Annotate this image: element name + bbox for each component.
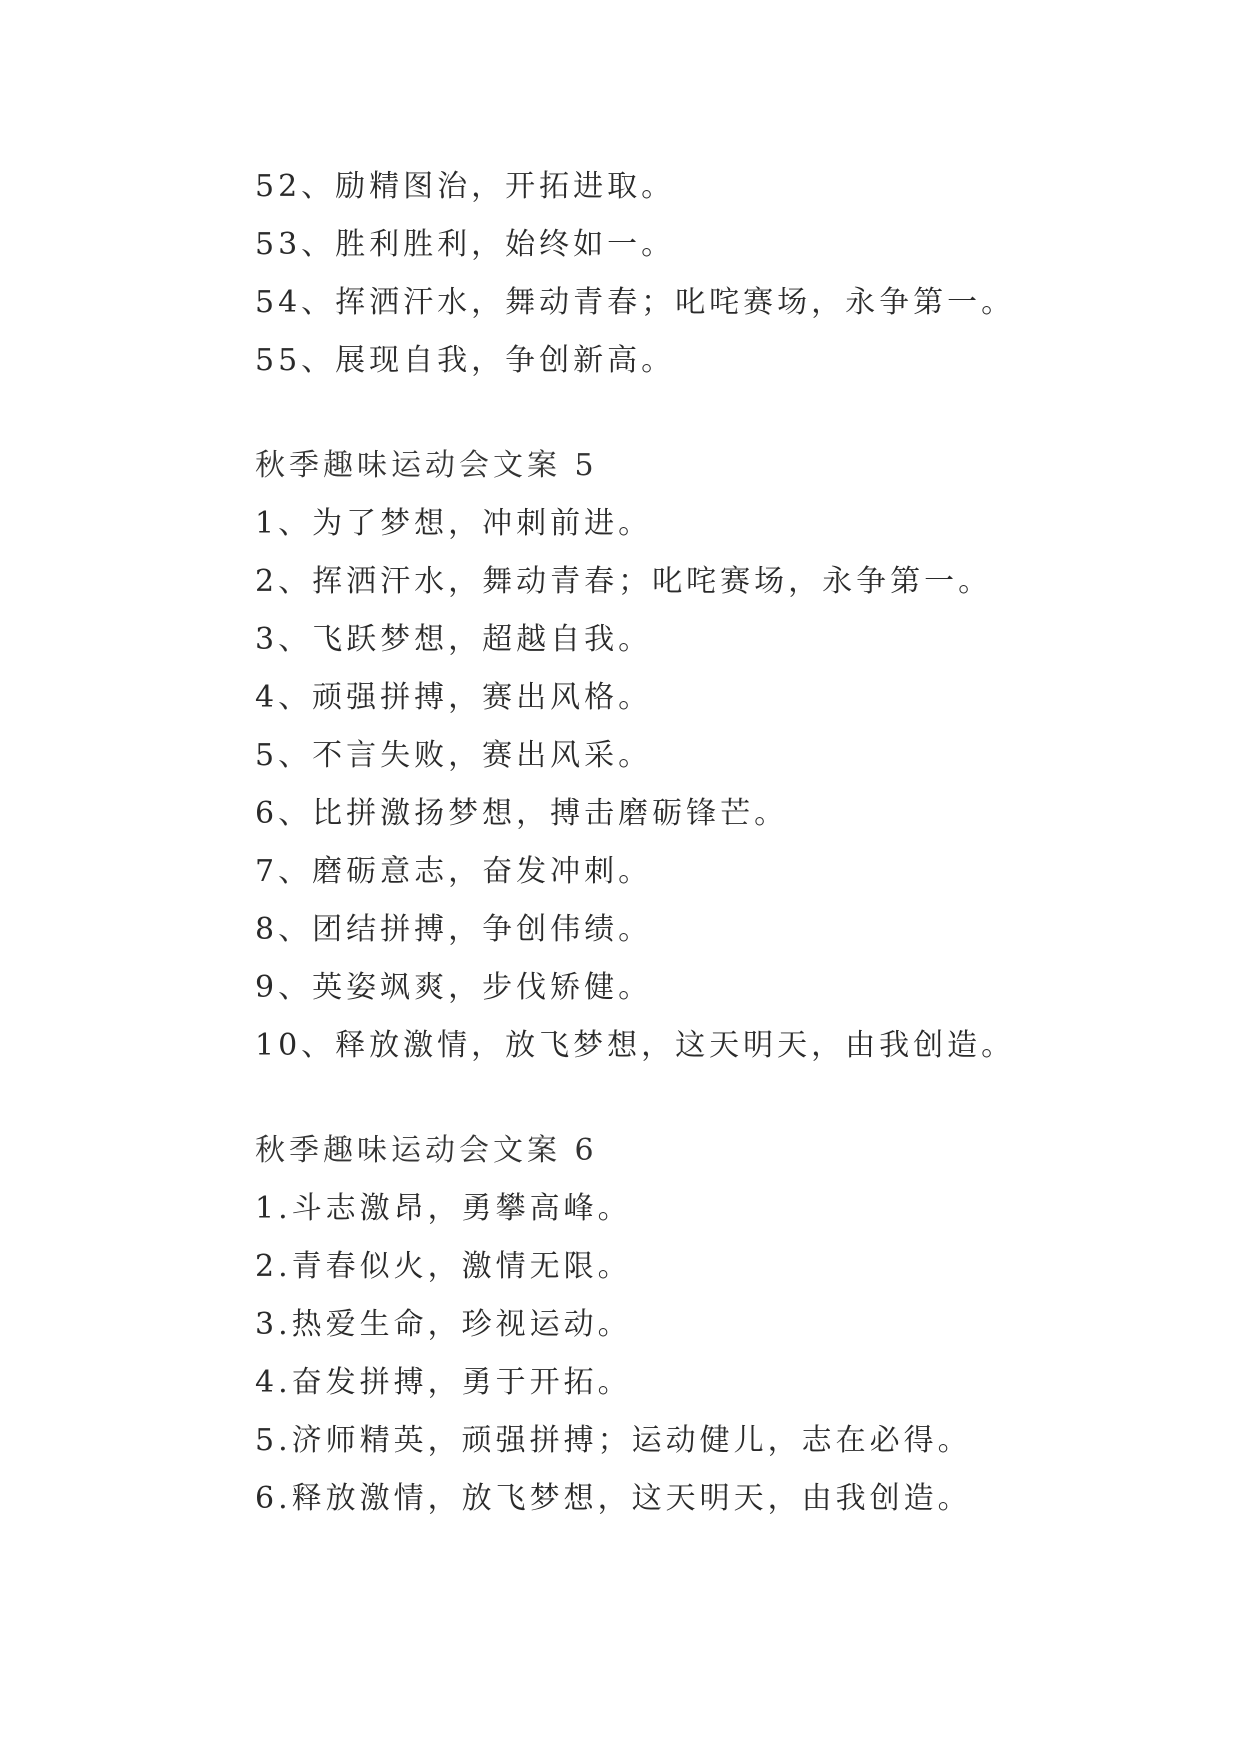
slogan-line: 5、不言失败，赛出风采。 <box>255 738 653 773</box>
slogan-line: 10、释放激情，放飞梦想，这天明天，由我创造。 <box>255 1028 1016 1063</box>
slogan-line: 6.释放激情，放飞梦想，这天明天，由我创造。 <box>255 1481 972 1516</box>
section-title: 秋季趣味运动会文案 6 <box>255 1133 598 1168</box>
slogan-line: 4.奋发拼搏，勇于开拓。 <box>255 1365 632 1400</box>
slogan-section-5 <box>255 437 1155 1075</box>
slogan-line: 4、顽强拼搏，赛出风格。 <box>255 680 653 715</box>
section-title: 秋季趣味运动会文案 5 <box>255 448 598 483</box>
slogan-line: 53、胜利胜利，始终如一。 <box>255 227 676 262</box>
slogan-line: 2、挥洒汗水，舞动青春；叱咤赛场，永争第一。 <box>255 564 993 599</box>
slogan-line: 8、团结拼搏，争创伟绩。 <box>255 912 653 947</box>
slogan-line: 2.青春似火，激情无限。 <box>255 1249 632 1284</box>
slogan-line: 55、展现自我，争创新高。 <box>255 343 676 378</box>
slogan-section-6 <box>255 1122 1155 1528</box>
slogan-section-continued <box>255 158 1155 390</box>
slogan-line: 9、英姿飒爽，步伐矫健。 <box>255 970 653 1005</box>
slogan-line: 3.热爱生命，珍视运动。 <box>255 1307 632 1342</box>
document-content <box>255 158 1155 1528</box>
slogan-line: 6、比拼激扬梦想，搏击磨砺锋芒。 <box>255 796 789 831</box>
slogan-line: 7、磨砺意志，奋发冲刺。 <box>255 854 653 889</box>
slogan-line: 1.斗志激昂，勇攀高峰。 <box>255 1191 632 1226</box>
slogan-line: 52、励精图治，开拓进取。 <box>255 169 676 204</box>
slogan-line: 54、挥洒汗水，舞动青春；叱咤赛场，永争第一。 <box>255 285 1016 320</box>
slogan-line: 1、为了梦想，冲刺前进。 <box>255 506 653 541</box>
slogan-line: 5.济师精英，顽强拼搏；运动健儿，志在必得。 <box>255 1423 972 1458</box>
slogan-line: 3、飞跃梦想，超越自我。 <box>255 622 653 657</box>
